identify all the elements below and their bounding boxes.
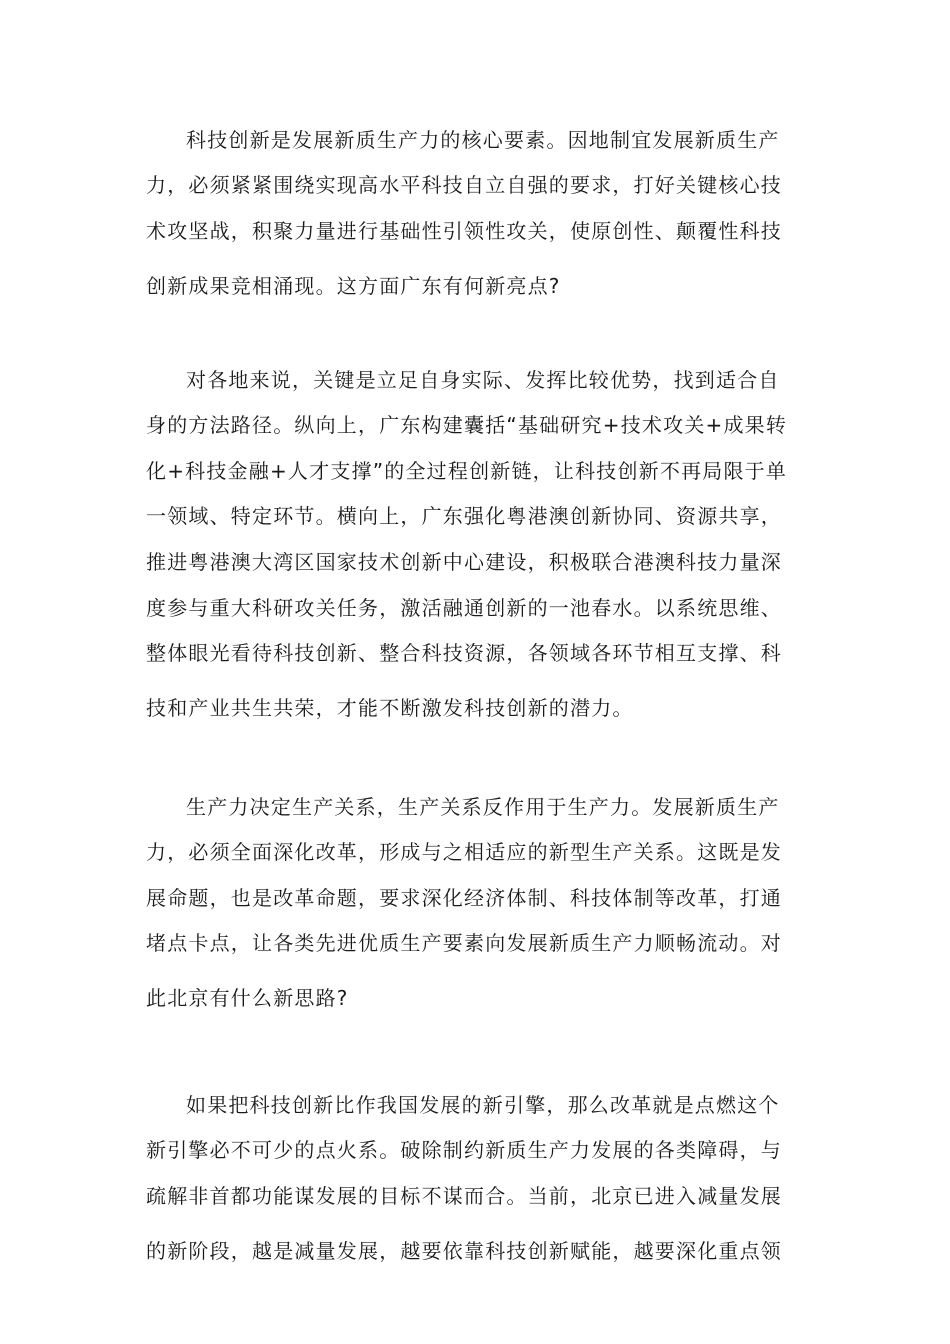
paragraph-line: 新引擎必不可少的点火系。破除制约新质生产力发展的各类障碍，与 [146, 1138, 782, 1162]
paragraph-line: 此北京有什么新思路? [146, 986, 349, 1010]
paragraph-line: 力，必须全面深化改革，形成与之相适应的新型生产关系。这既是发 [146, 840, 782, 864]
paragraph-line: 科技创新是发展新质生产力的核心要素。因地制宜发展新质生产 [186, 128, 780, 152]
paragraph-line: 的新阶段，越是减量发展，越要依靠科技创新赋能，越要深化重点领 [146, 1239, 782, 1263]
paragraph-line: 推进粤港澳大湾区国家技术创新中心建设，积极联合港澳科技力量深 [146, 550, 782, 574]
paragraph-line: 度参与重大科研攻关任务，激活融通创新的一池春水。以系统思维、 [146, 596, 782, 620]
paragraph-line: 展命题，也是改革命题，要求深化经济体制、科技体制等改革，打通 [146, 886, 782, 910]
paragraph-line: 创新成果竞相涌现。这方面广东有何新亮点? [146, 274, 561, 298]
paragraph-line: 对各地来说，关键是立足自身实际、发挥比较优势，找到适合自 [186, 368, 780, 392]
paragraph-line: 力，必须紧紧围绕实现高水平科技自立自强的要求，打好关键核心技 [146, 173, 782, 197]
paragraph-line: 堵点卡点，让各类先进优质生产要素向发展新质生产力顺畅流动。对 [146, 931, 782, 955]
paragraph-line: 身的方法路径。纵向上，广东构建囊括“基础研究+技术攻关+成果转 [146, 413, 788, 437]
paragraph-line: 如果把科技创新比作我国发展的新引擎，那么改革就是点燃这个 [186, 1093, 780, 1117]
paragraph-line: 化+科技金融+人才支撑”的全过程创新链，让科技创新不再局限于单 [146, 459, 788, 483]
paragraph-line: 技和产业共生共荣，才能不断激发科技创新的潜力。 [146, 696, 634, 720]
paragraph-line: 术攻坚战，积聚力量进行基础性引领性攻关，使原创性、颠覆性科技 [146, 219, 782, 243]
paragraph-line: 一领域、特定环节。横向上，广东强化粤港澳创新协同、资源共享， [146, 504, 782, 528]
paragraph-line: 生产力决定生产关系，生产关系反作用于生产力。发展新质生产 [186, 795, 780, 819]
paragraph-line: 整体眼光看待科技创新、整合科技资源，各领域各环节相互支撑、科 [146, 641, 782, 665]
paragraph-line: 疏解非首都功能谋发展的目标不谋而合。当前，北京已进入减量发展 [146, 1184, 782, 1208]
